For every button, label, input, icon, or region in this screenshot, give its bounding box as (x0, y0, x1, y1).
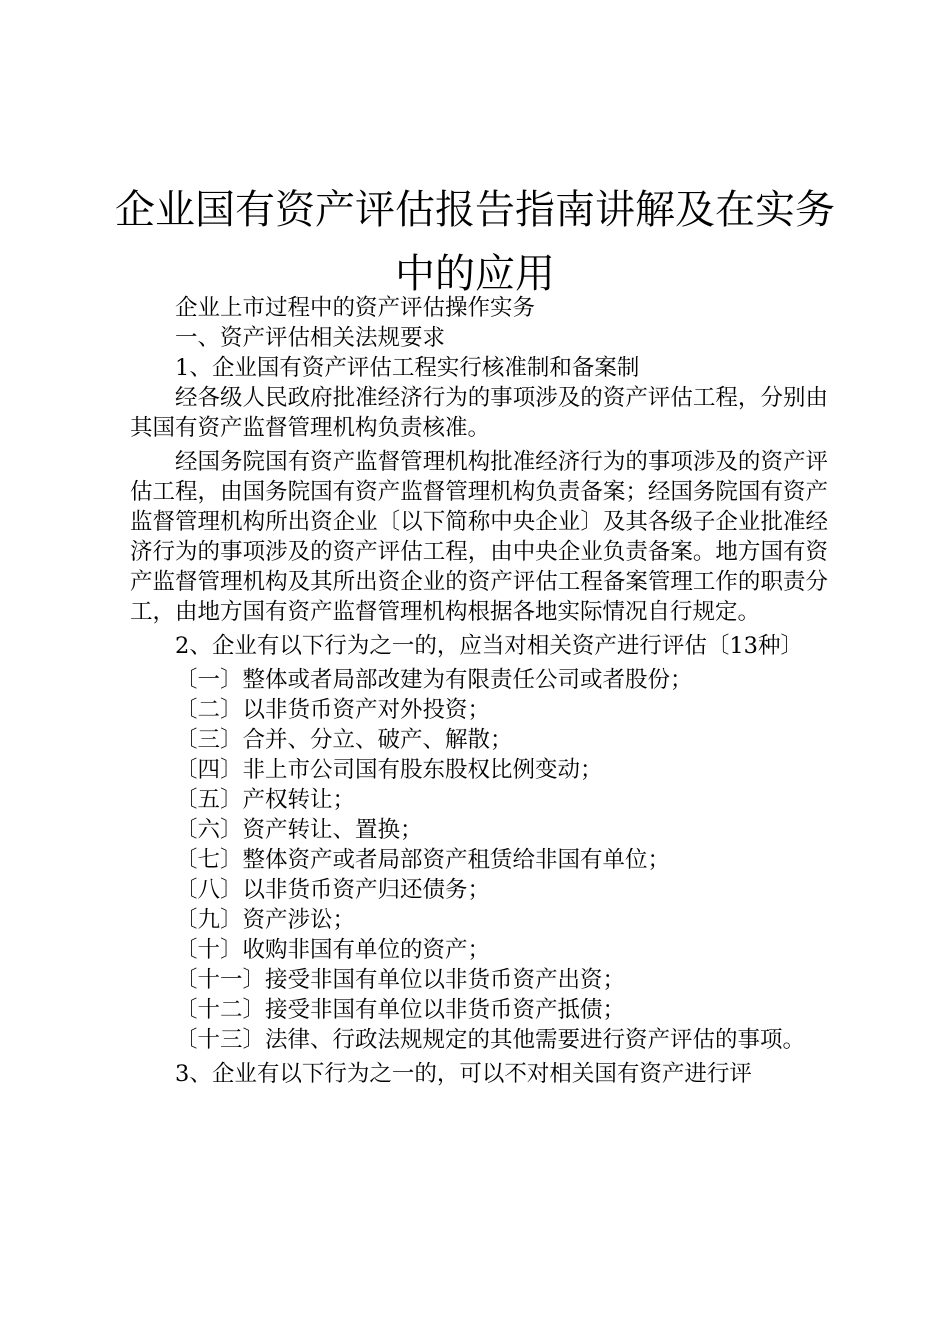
paragraph: 经各级人民政府批准经济行为的事项涉及的资产评估工程，分别由其国有资产监督管理机构负责核准。 (130, 385, 828, 441)
document-body (130, 293, 828, 1089)
list-item: 〔六〕资产转让、置换； (175, 817, 423, 843)
list-item: 〔七〕整体资产或者局部资产租赁给非国有单位； (175, 847, 671, 873)
list-item: 〔八〕以非货币资产归还债务； (175, 877, 491, 903)
list-item: 〔二〕以非货币资产对外投资； (175, 697, 491, 723)
section-heading: 一、资产评估相关法规要求 (175, 325, 446, 351)
subsection-heading: 1、企业国有资产评估工程实行核准制和备案制 (175, 355, 640, 381)
paragraph: 经国务院国有资产监督管理机构批准经济行为的事项涉及的资产评估工程，由国务院国有资产监督管理机构负责备案；经国务院国有资产监督管理机构所出资企业〔以下简称中央企业〕及其各级子企业批准经济行为的事项涉及的资产评估工程，由中央企业负责备案。地方国有资产监督管理机构及其所出资企业的资产评估工程备案管理工作的职责分工，由地方国有资产监督管理机构根据各地实际情况自行规定。 (130, 449, 828, 625)
list-item: 〔三〕合并、分立、破产、解散； (175, 727, 513, 753)
subsection-heading: 2、企业有以下行为之一的，应当对相关资产进行评估〔13种〕 (175, 633, 803, 659)
paragraph: 3、企业有以下行为之一的，可以不对相关国有资产进行评 (175, 1061, 752, 1087)
list-item: 〔十二〕接受非国有单位以非货币资产抵债； (175, 997, 626, 1023)
list-item: 〔四〕非上市公司国有股东股权比例变动； (175, 757, 603, 783)
list-item: 〔十一〕接受非国有单位以非货币资产出资； (175, 967, 626, 993)
list-item: 〔十〕收购非国有单位的资产； (175, 937, 491, 963)
list-item: 〔一〕整体或者局部改建为有限责任公司或者股份； (175, 667, 693, 693)
document-title: 企业国有资产评估报告指南讲解及在实务中的应用 (115, 187, 835, 297)
list-item: 〔十三〕法律、行政法规规定的其他需要进行资产评估的事项。 (175, 1027, 806, 1053)
paragraph: 企业上市过程中的资产评估操作实务 (175, 295, 536, 321)
evaluation-list (130, 665, 828, 1055)
list-item: 〔五〕产权转让； (175, 787, 356, 813)
list-item: 〔九〕资产涉讼； (175, 907, 356, 933)
